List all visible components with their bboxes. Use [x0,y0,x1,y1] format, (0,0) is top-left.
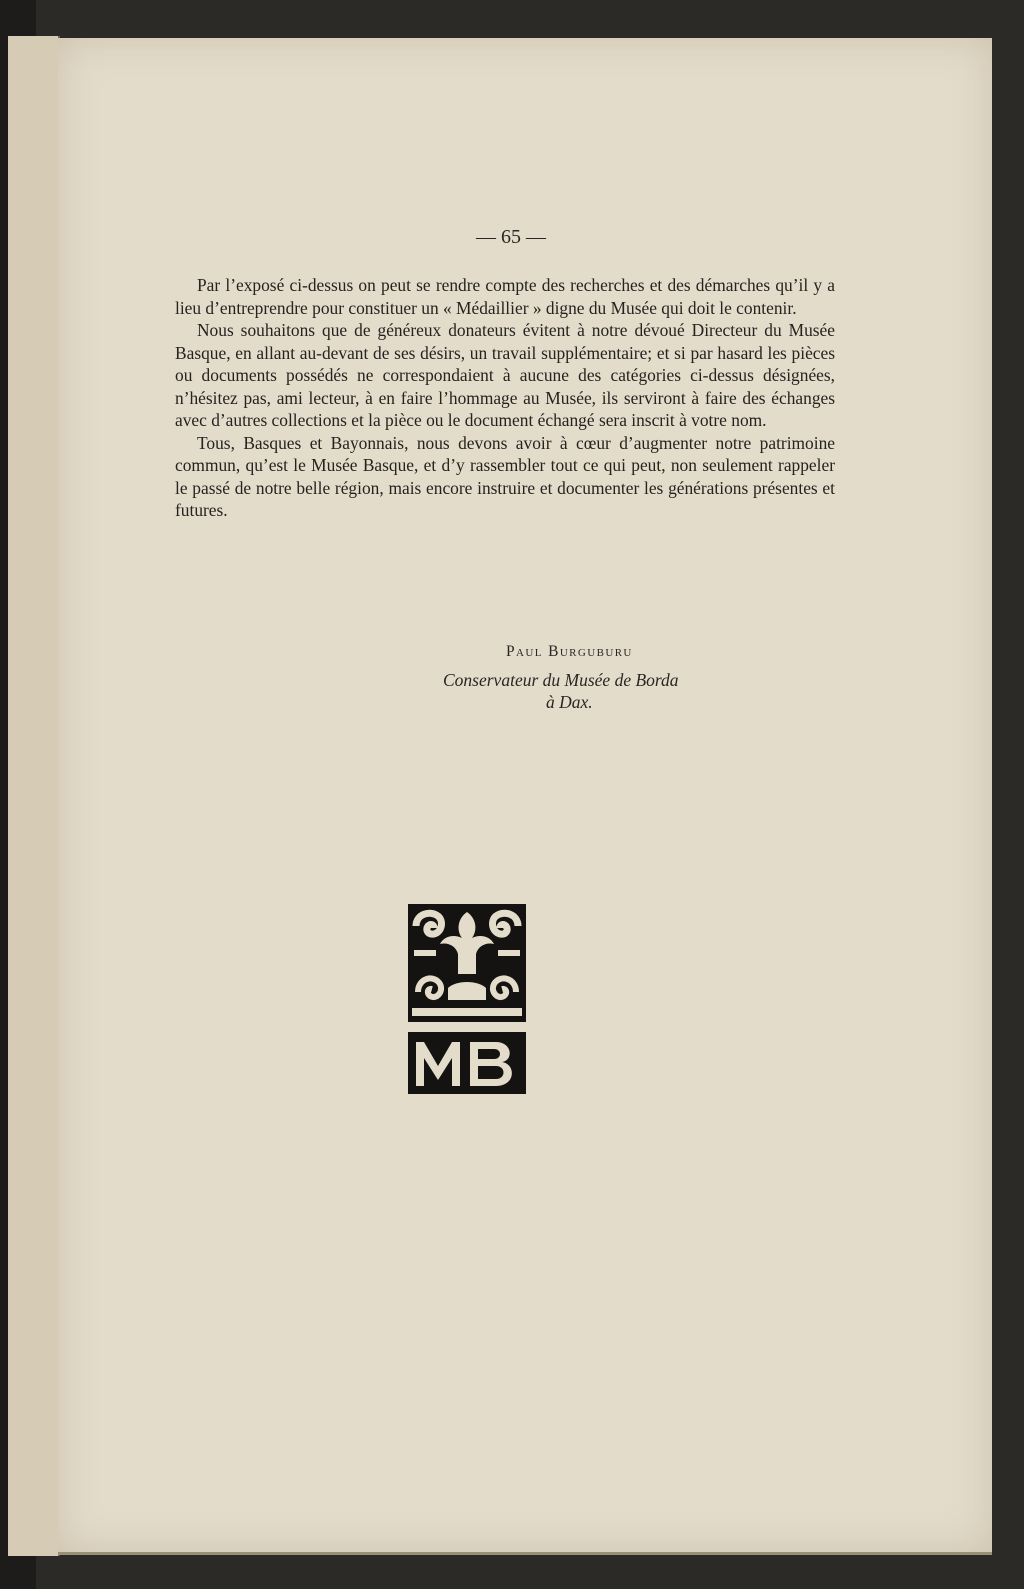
left-page-edge [8,36,60,1556]
paragraph-2: Nous souhaitons que de généreux donateurs évitent à notre dévoué Directeur du Musée Basque, en allant au-devant de ses désirs, un travail supplémentaire; et si par hasard les pièces ou documents possédés ne correspondaient à aucune des catégories ci-dessus désignées, n’hésitez pas, ami lecteur, à en faire l’hommage au Musée, ils serviront à faire des échanges avec d’autres collections et la pièce ou le document échangé sera inscrit à votre nom. [175,320,835,430]
musee-basque-emblem [408,904,526,1094]
body-text [175,274,835,522]
document-page [58,38,992,1555]
signature-name-text: Paul Burguburu [506,643,633,660]
signature-place: à Dax. [546,692,593,712]
paragraph-1: Par l’exposé ci-dessus on peut se rendre compte des recherches et des démarches qu’il y a lieu d’entreprendre pour constituer un « Médaillier » digne du Musée qui doit le contenir. [175,275,835,318]
signature-title: Conservateur du Musée de Borda [443,670,679,690]
signature-name [506,643,633,661]
paragraph-3: Tous, Basques et Bayonnais, nous devons avoir à cœur d’augmenter notre patrimoine commun, qu’est le Musée Basque, et d’y rassembler tout ce qui peut, non seulement rappeler le passé de notre belle région, mais encore instruire et documenter les générations présentes et futures. [175,432,835,520]
page-number: — 65 — [476,226,546,248]
